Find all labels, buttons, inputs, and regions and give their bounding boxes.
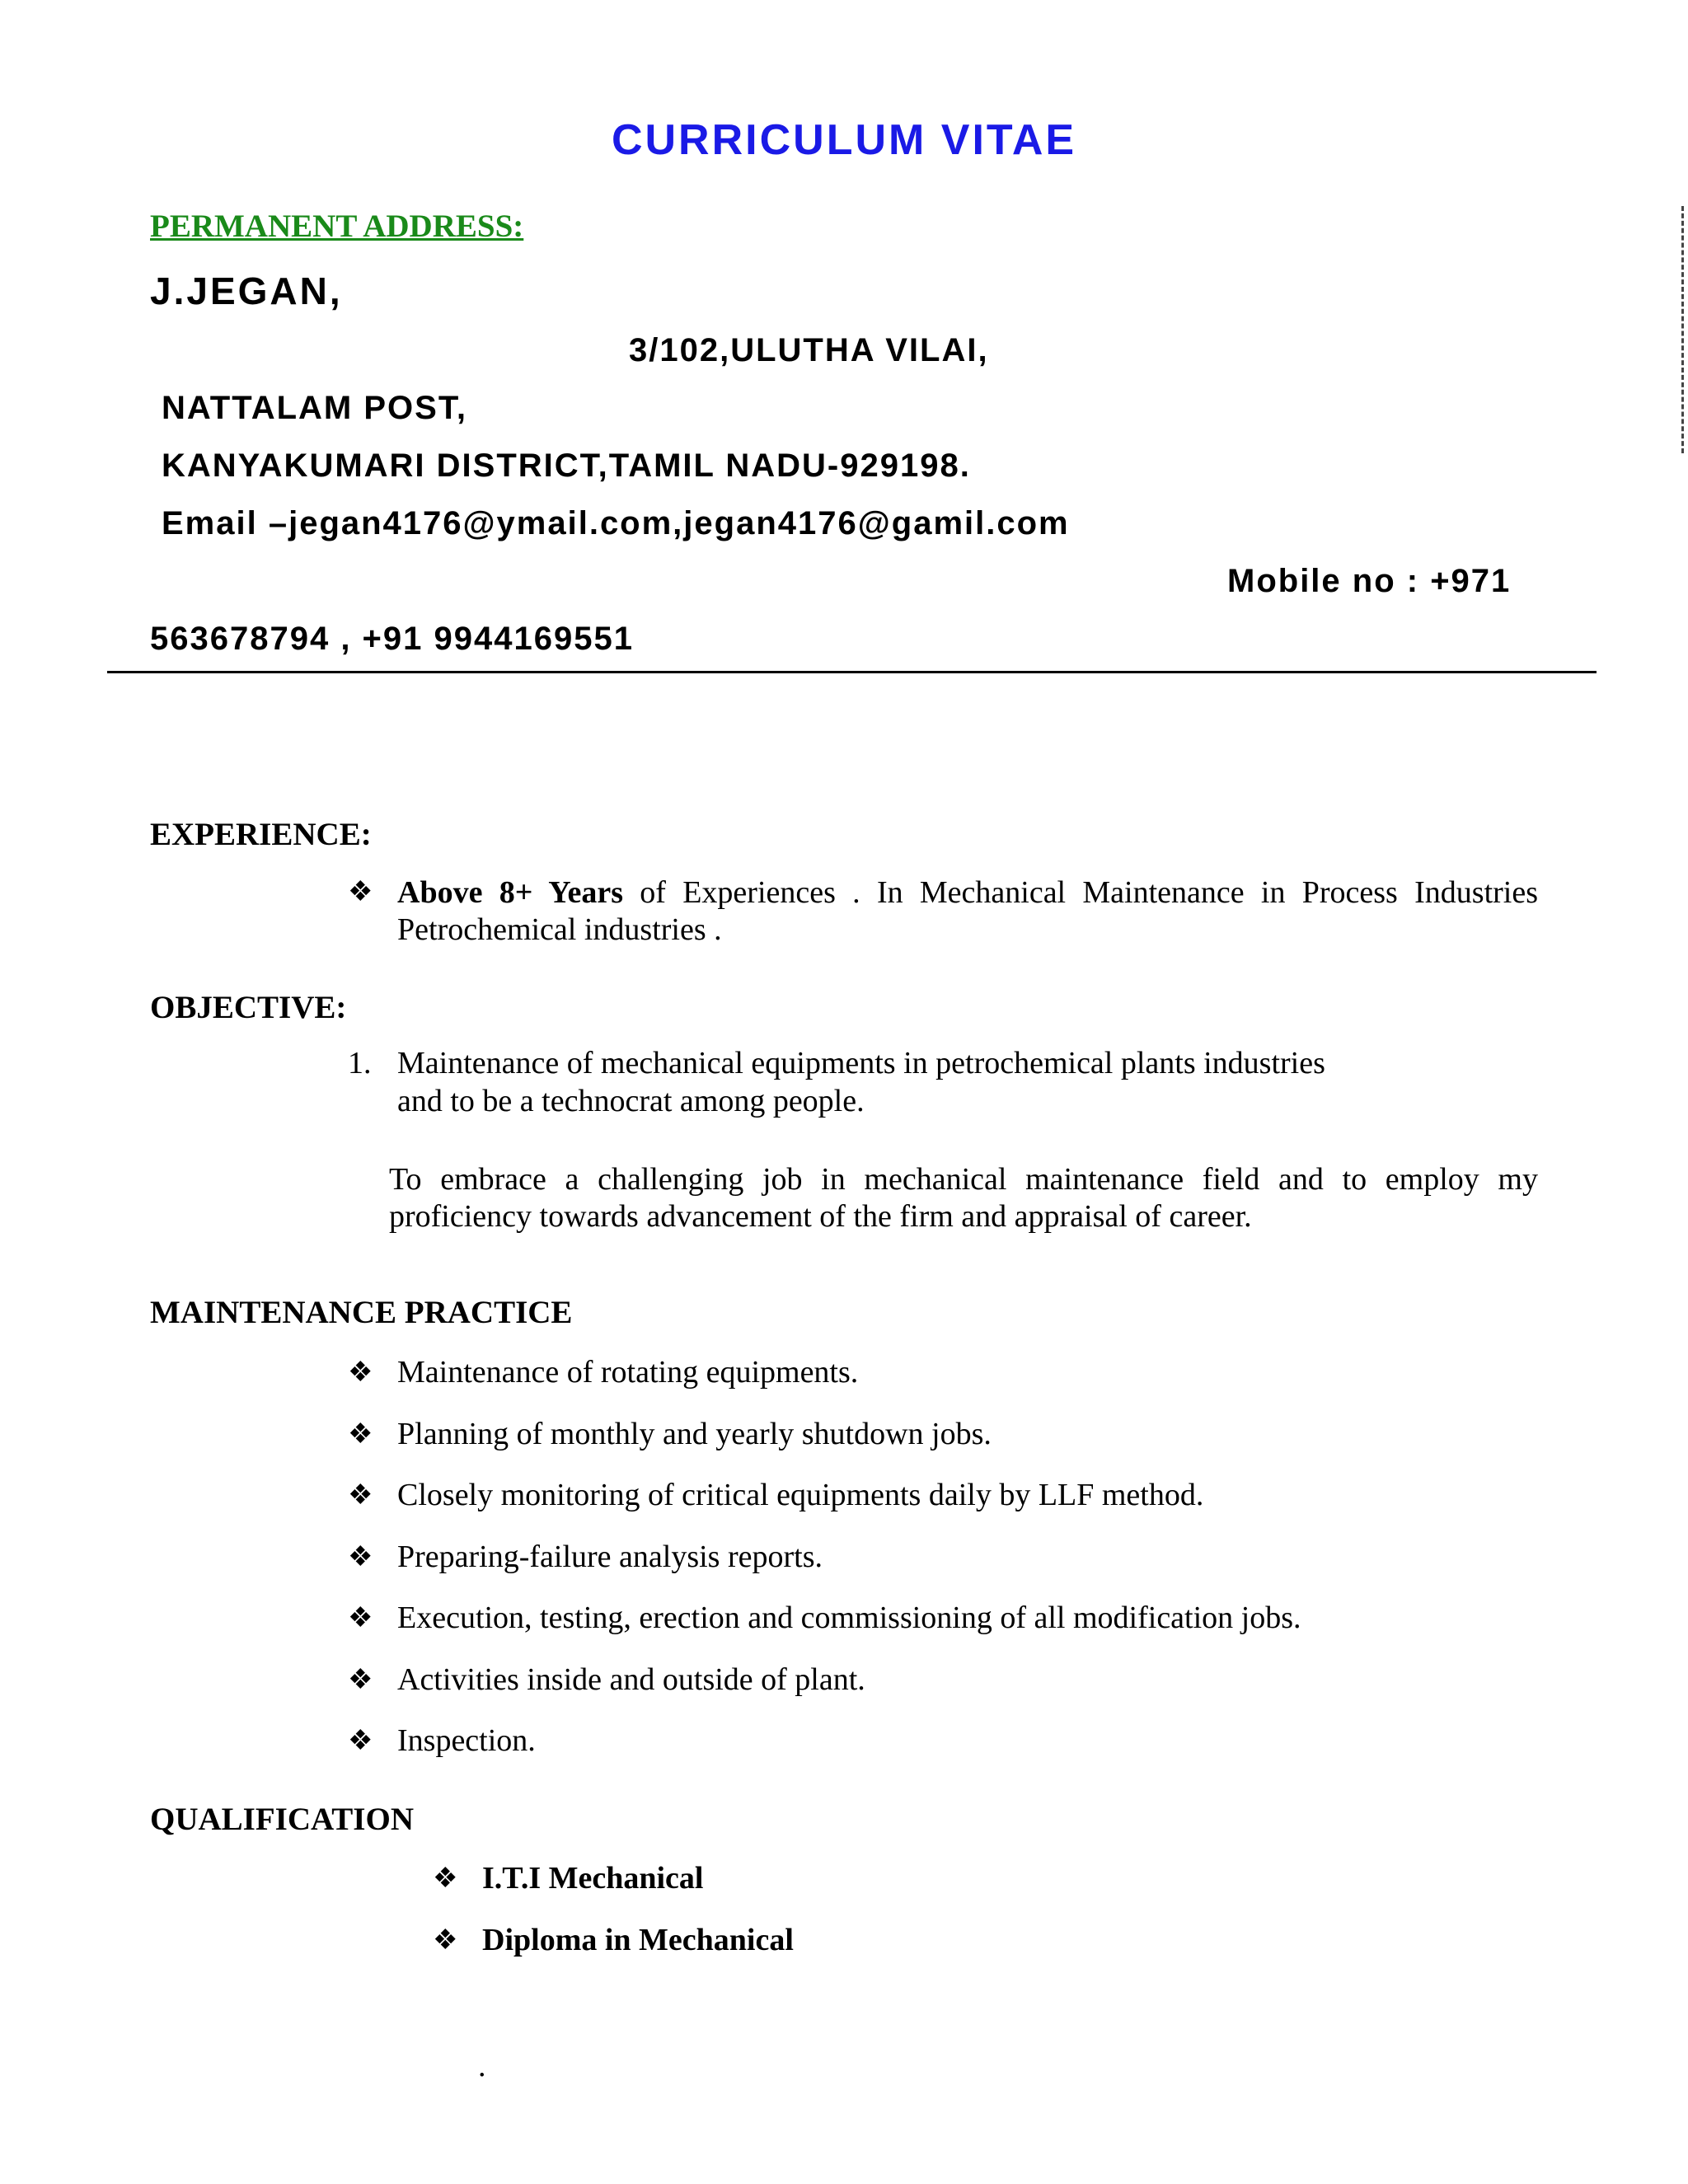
objective-item-number: 1.	[348, 1046, 372, 1080]
address-line-1: 3/102,ULUTHA VILAI,	[629, 332, 989, 368]
permanent-address-label: PERMANENT ADDRESS:	[150, 209, 524, 244]
mobile-line-1: Mobile no : +971	[1227, 563, 1512, 599]
list-item: Activities inside and outside of plant.	[397, 1661, 865, 1697]
candidate-name: J.JEGAN,	[150, 269, 343, 312]
bullet-icon: ❖	[348, 1541, 373, 1572]
bullet-icon: ❖	[348, 1726, 373, 1756]
list-item: Closely monitoring of critical equipments daily by LLF method.	[397, 1478, 1204, 1512]
address-line-3: KANYAKUMARI DISTRICT,TAMIL NADU-929198.	[162, 448, 971, 484]
objective-heading: OBJECTIVE:	[150, 990, 347, 1025]
bullet-icon: ❖	[433, 1925, 458, 1956]
list-item: Inspection.	[397, 1723, 536, 1758]
objective-paragraph-line-2: proficiency towards advancement of the firm and appraisal of career.	[389, 1199, 1252, 1234]
bullet-icon: ❖	[348, 1664, 373, 1695]
bullet-icon: ❖	[348, 1357, 373, 1388]
bullet-icon: ❖	[348, 877, 373, 907]
experience-description: of Experiences . In Mechanical Maintenance in Process Industries	[623, 875, 1538, 910]
document-title: CURRICULUM VITAE	[611, 116, 1077, 164]
objective-item-line-2: and to be a technocrat among people.	[397, 1084, 865, 1118]
experience-heading: EXPERIENCE:	[150, 817, 372, 852]
trailing-mark: .	[478, 2049, 486, 2083]
header-divider	[107, 671, 1597, 673]
maintenance-practice-heading: MAINTENANCE PRACTICE	[150, 1295, 573, 1330]
qualification-item: Diploma in Mechanical	[482, 1923, 794, 1957]
bullet-icon: ❖	[348, 1418, 373, 1450]
objective-paragraph-line-1: To embrace a challenging job in mechanical maintenance field and to employ my	[389, 1162, 1538, 1197]
list-item: Preparing-failure analysis reports.	[397, 1539, 823, 1574]
qualification-heading: QUALIFICATION	[150, 1802, 414, 1837]
list-item: Planning of monthly and yearly shutdown jobs.	[397, 1416, 992, 1451]
bullet-icon: ❖	[348, 1480, 373, 1511]
bullet-icon: ❖	[433, 1863, 458, 1894]
bullet-icon: ❖	[348, 1603, 373, 1633]
address-line-2: NATTALAM POST,	[162, 390, 467, 426]
experience-bullet-line-2: Petrochemical industries .	[397, 912, 722, 947]
qualification-item: I.T.I Mechanical	[482, 1861, 704, 1896]
list-item: Maintenance of rotating equipments.	[397, 1355, 859, 1390]
mobile-line-2: 563678794 , +91 9944169551	[150, 621, 634, 657]
experience-bullet-line-1	[397, 874, 1538, 912]
list-item: Execution, testing, erection and commissioning of all modification jobs.	[397, 1601, 1301, 1635]
experience-years: Above 8+ Years	[397, 875, 623, 910]
objective-item-line-1: Maintenance of mechanical equipments in petrochemical plants industries	[397, 1046, 1325, 1080]
page-edge-marks	[1681, 206, 1684, 453]
email-line: Email –jegan4176@ymail.com,jegan4176@gamil.com	[162, 505, 1070, 541]
